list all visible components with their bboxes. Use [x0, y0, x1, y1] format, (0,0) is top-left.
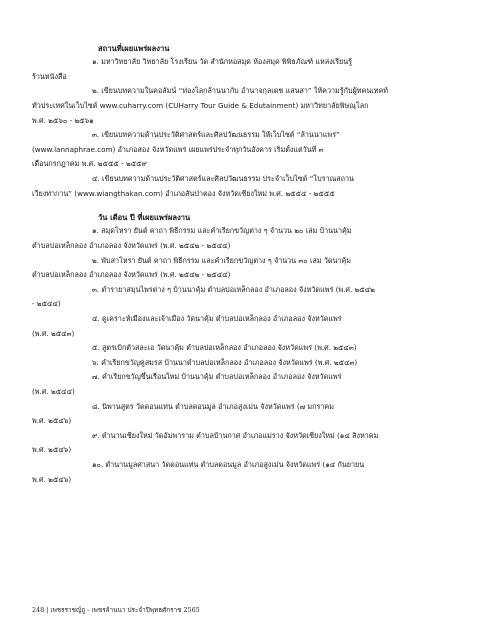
paragraph-line: ๒. พับสาโหรา ยันต์ คาถา พิธีกรรม และคำเรียกขวัญต่าง ๆ จำนวน ๓๐ เล่ม วัดนาคุ้ม: [92, 255, 352, 265]
paragraph-line: เวียงท่ากาน” (www.wiangthakan.com) อำเภอสันป่าตอง จังหวัดเชียงใหม่ พ.ศ. ๒๕๕๔ - ๒๕๕๕: [32, 188, 335, 198]
paragraph-line: ๗. คำเรียกขวัญขึ้นเรือนใหม่ บ้านนาคุ้ม ตำบลบ่อเหล็กลอง อำเภอลอง จังหวัดแพร่: [92, 372, 342, 382]
section-title-venues: สถานที่เผยแพร่ผลงาน: [98, 44, 170, 53]
paragraph-line: ๙. ตำนานเชียงใหม่ วัดอัมพาราม ตำบลบ้านกาศ อำเภอแม่ราง จังหวัดเชียงใหม่ (๑๔ สิงหาคม: [92, 430, 379, 440]
paragraph-line: ๔. ดูเคราะห์เมืองและเจ้าเมือง วัดนาคุ้ม ตำบลบ่อเหล็กลอง อำเภอลอง จังหวัดแพร่: [92, 314, 342, 323]
paragraph-line: ๒. เขียนบทความในคอลัมน์ “ท่องโลกล้านนากับ อำนาจกุลเดช แสนสา” ให้ความรู้กับผู้ทคนเทคท์: [92, 86, 388, 96]
paragraph-line: พ.ศ. ๒๕๔๖): [32, 445, 72, 455]
document-body: [32, 44, 472, 489]
paragraph-line: (พ.ศ. ๒๕๔๔): [32, 386, 75, 396]
paragraph-line: ร้านหนังสือ: [32, 71, 67, 81]
paragraph-line: ๑. สมุดโหรา ยันต์ คาถา พิธีกรรม และคำเรียกขวัญต่าง ๆ จำนวน ๒๐ เล่ม บ้านนาคุ้ม: [92, 226, 352, 236]
paragraph-line: ๑. มหาวิทยาลัย วิทยาลัย โรงเรียน วัด สำนักหอสมุด ห้องสมุด พิพิธภัณฑ์ แหล่งเรียนรู้: [92, 57, 352, 67]
paragraph-line: พ.ศ. ๒๕๔๖): [32, 474, 72, 484]
paragraph-line: - ๒๕๔๔): [32, 299, 61, 309]
paragraph-line: (www.lannaphrae.com) อำเภอสอง จังหวัดแพร่ เผยแพร่ประจำทุกวันอังคาร เริ่มตั้งแต่วันที่ ๓: [32, 144, 324, 154]
paragraph-line: ทั่วประเทศในเว็บไซต์ www.cuharry.com (CUHarry Tour Guide & Edutainment) มหาวิทยาลัยพิษณุโลก: [32, 101, 369, 111]
paragraph-line: พ.ศ. ๒๕๔๖): [32, 416, 72, 426]
paragraph-line: พ.ศ. ๒๕๖๐ - ๒๕๖๑: [32, 115, 94, 125]
paragraph-line: ๕. สูตรเบิกตัวสละเอ วัดนาคุ้ม ตำบลบ่อเหล็กลอง อำเภอลอง จังหวัดแพร่ (พ.ศ. ๒๕๔๓): [92, 343, 357, 353]
paragraph-line: ๑๐. ตำนานมูลศาสนา วัดดอนแท่น ตำบลดอนมูล อำเภอสูงเม่น จังหวัดแพร่ (๑๔ กันยายน: [92, 459, 365, 469]
paragraph-line: ๓. ตำรายาสมุนไพรต่าง ๆ บ้านนาคุ้ม ตำบลบ่อเหล็กลอง อำเภอลอง จังหวัดแพร่ (พ.ศ. ๒๕๔๒: [92, 284, 375, 294]
paragraph-line: (พ.ศ. ๒๕๔๓): [32, 328, 75, 338]
page-footer: 248 | เพชรราชญ์ถู - เพชรล้านนา ประจำปีพุทธศักราช 2565: [32, 606, 200, 614]
section-dates-body: [32, 226, 472, 489]
section-title-dates: วัน เดือน ปี ที่เผยแพร่ผลงาน: [98, 213, 191, 223]
paragraph-line: ๘. นิพานสูตร วัดดอนแท่น ตำบลดอนมูล อำเภอสูงเม่น จังหวัดแพร่ (๗ มกราคม: [92, 401, 334, 411]
paragraph-line: ตำบลบ่อเหล็กลอง อำเภอลอง จังหวัดแพร่ (พ.ศ. ๒๕๔๒ - ๒๕๔๔): [32, 241, 231, 251]
paragraph-line: เดือนกรกฎาคม พ.ศ. ๒๕๕๕ - ๒๕๕๙: [32, 159, 147, 169]
paragraph-line: ตำบลบ่อเหล็กลอง อำเภอลอง จังหวัดแพร่ (พ.ศ. ๒๕๔๒ - ๒๕๔๔): [32, 270, 231, 280]
section-venues-body: [32, 57, 472, 203]
paragraph-line: ๔. เขียนบทความด้านประวัติศาสตร์และศิลปวัฒนธรรม ประจำเว็บไซต์ “โบราณสถาน: [92, 174, 354, 183]
paragraph-line: ๖. คำเรียกขวัญคู่สมรส บ้านนาตำบลบ่อเหล็กลอง อำเภอลอง จังหวัดแพร่ (พ.ศ. ๒๕๔๓): [92, 357, 358, 367]
paragraph-line: ๓. เขียนบทความด้านประวัติศาสตร์และศิลปวัฒนธรรม ให้เว็บไซต์ “ล้านนาแพร่”: [92, 130, 340, 140]
